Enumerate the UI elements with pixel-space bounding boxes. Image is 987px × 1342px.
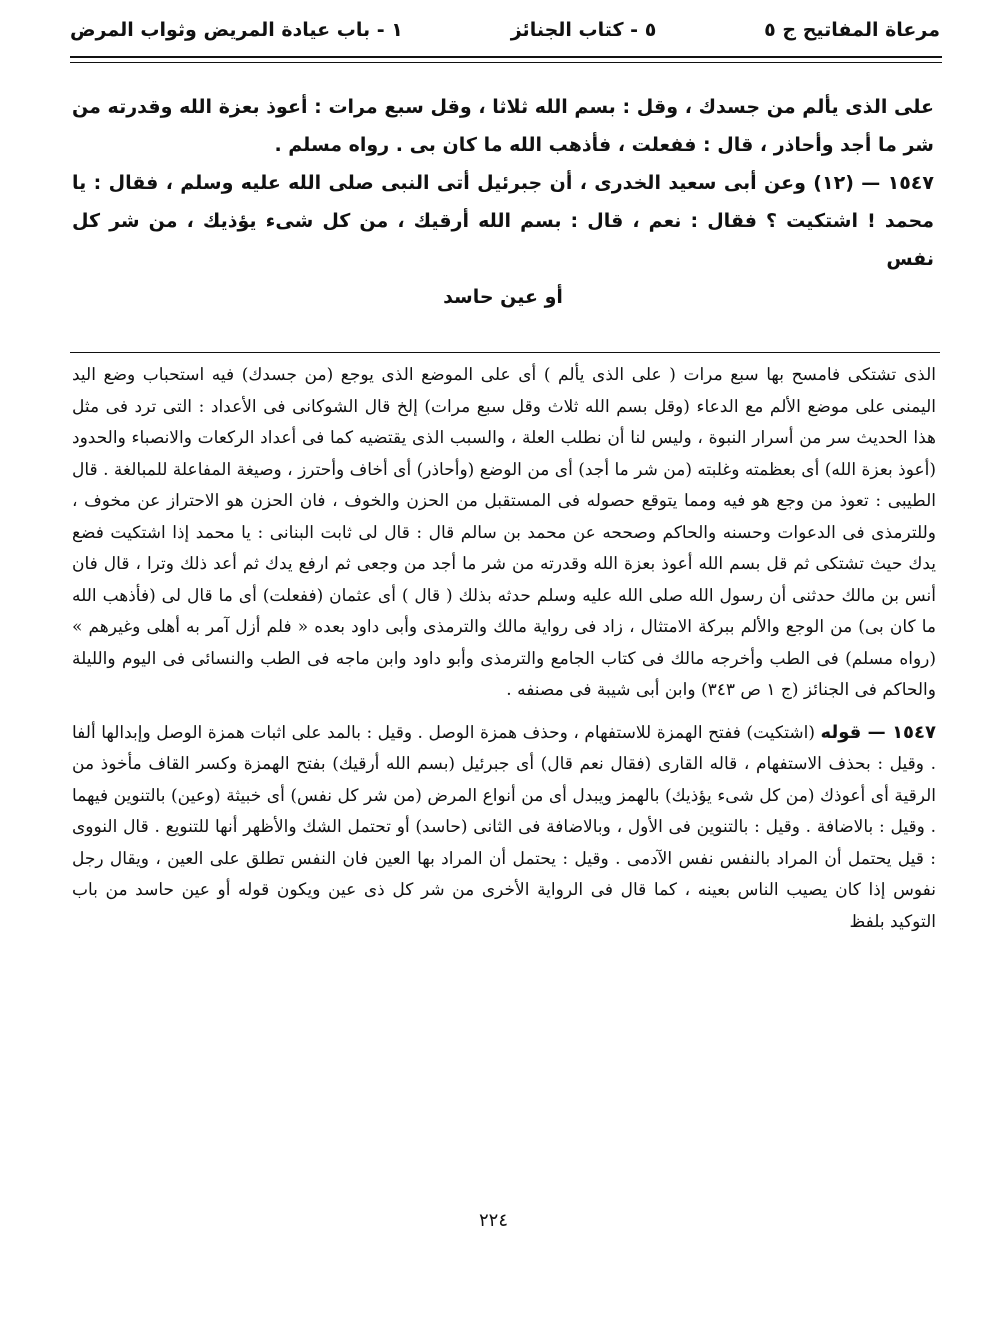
header-rule-thin: [70, 62, 942, 63]
hadith-paragraph-1547-end: أو عين حاسد: [443, 286, 563, 308]
commentary-lead: ١٥٤٧ — قوله: [820, 721, 937, 743]
running-header: [70, 8, 940, 52]
page-number: ٢٢٤: [478, 1210, 508, 1231]
hadith-paragraph-continued: على الذى يألم من جسدك ، وقل : بسم الله ثلاثا ، وقل سبع مرات : أعوذ بعزة الله وقدرته من شر ما أجد وأحاذر ، قال : ففعلت ، فأذهب الله ما كان بى . رواه مسلم .: [72, 96, 934, 156]
header-chapter: ٥ - كتاب الجنائز: [510, 19, 657, 41]
header-section: ١ - باب عيادة المريض وثواب المرض: [70, 19, 403, 41]
commentary-paragraph-1547-body: (اشتكيت) ففتح الهمزة للاستفهام ، وحذف همزة الوصل . وقيل : بالمد على اثبات همزة الوصل وإبدالها ألفا . وقيل : بحذف الاستفهام ، قاله القارى (فقال نعم قال) أى جبرئيل (بسم الله أرقيك) بفتح الهمزة وكسر القاف مأخوذ من الرقية أى أعوذك (من كل شىء يؤذيك) بالهمز ويبدل أى من أنواع المرض (من شر كل نفس) أى خبيثة (وعين) بالتنوين فيهما . وقيل : بالاضافة . وقيل : بالتنوين فى الأول ، وبالاضافة فى الثانى (حاسد) أو تحتمل الشك والأظهر أنها للتنويع . قال النووى : قيل يحتمل أن المراد بالنفس نفس الآدمى . وقيل : يحتمل أن المراد بها العين فان النفس تطلق على العين ، ويقال رجل نفوس إذا كان يصيب الناس بعينه ، كما قال فى الرواية الأخرى من شر كل ذى عين ويكون قوله أو عين حاسد من باب التوكيد بلفظ: [72, 722, 936, 932]
header-book-title: مرعاة المفاتيح ج ٥: [764, 19, 940, 41]
hadith-text: [72, 88, 934, 316]
header-rule: [70, 56, 942, 58]
commentary-paragraph-1: الذى تشتكى فامسح بها سبع مرات ( على الذى يألم ) أى على الموضع الذى يوجع (من جسدك) فيه استحباب وضع اليد اليمنى على موضع الألم مع الدعاء (وقل بسم الله ثلاث وقل سبع مرات) إلخ قال الشوكانى فى الأعداد : التى ترد فى مثل هذا الحديث سر من أسرار النبوة ، وليس لنا أن نطلب العلة ، والسبب الذى يقتضيه كما فى أعداد الركعات والانصباء والحدود (أعوذ بعزة الله) أى بعظمته وغلبته (من شر ما أجد) أى من الوضع (وأحاذر) أى أخاف وأحترز ، وصيغة المفاعلة للمبالغة . قال الطيبى : تعوذ من وجع هو فيه ومما يتوقع حصوله فى المستقبل من الحزن والخوف ، فان الحزن هو الاحتراز عن مخوف ، وللترمذى فى الدعوات وحسنه والحاكم وصححه عن محمد بن سالم قال : قال لى ثابت البنانى : يا محمد إذا اشتكيت فضع يدك حيث تشتكى ثم قل بسم الله أعوذ بعزة الله وقدرته من شر ما أجد من وجعى ثم ارفع يدك ثم أعد ذلك وترا ، قال فان أنس بن مالك حدثنى أن رسول الله صلى الله عليه وسلم حدثه بذلك ( قال ) أى عثمان (ففعلت) أى ما قال لى (فأذهب الله ما كان بى) من الوجع والألم ببركة الامتثال ، زاد فى رواية مالك والترمذى وأبى داود بعده « فلم أزل آمر به أهلى وغيرهم » (رواه مسلم) فى الطب وأخرجه مالك فى كتاب الجامع والترمذى وأبو داود وابن ماجه فى الطب والنسائى فى اليوم والليلة والحاكم فى الجنائز (ج ١ ص ٣٤٣) وابن أبى شيبة فى مصنفه .: [72, 365, 936, 700]
commentary-divider: [70, 352, 940, 353]
commentary-text: [72, 360, 936, 938]
commentary-paragraph-1547: [72, 717, 936, 939]
hadith-paragraph-1547: ١٥٤٧ — (١٢) وعن أبى سعيد الخدرى ، أن جبرئيل أتى النبى صلى الله عليه وسلم ، فقال : يا محمد ! اشتكيت ؟ فقال : نعم ، قال : بسم الله أرقيك ، من كل شىء يؤذيك ، من شر كل نفس: [72, 172, 934, 270]
